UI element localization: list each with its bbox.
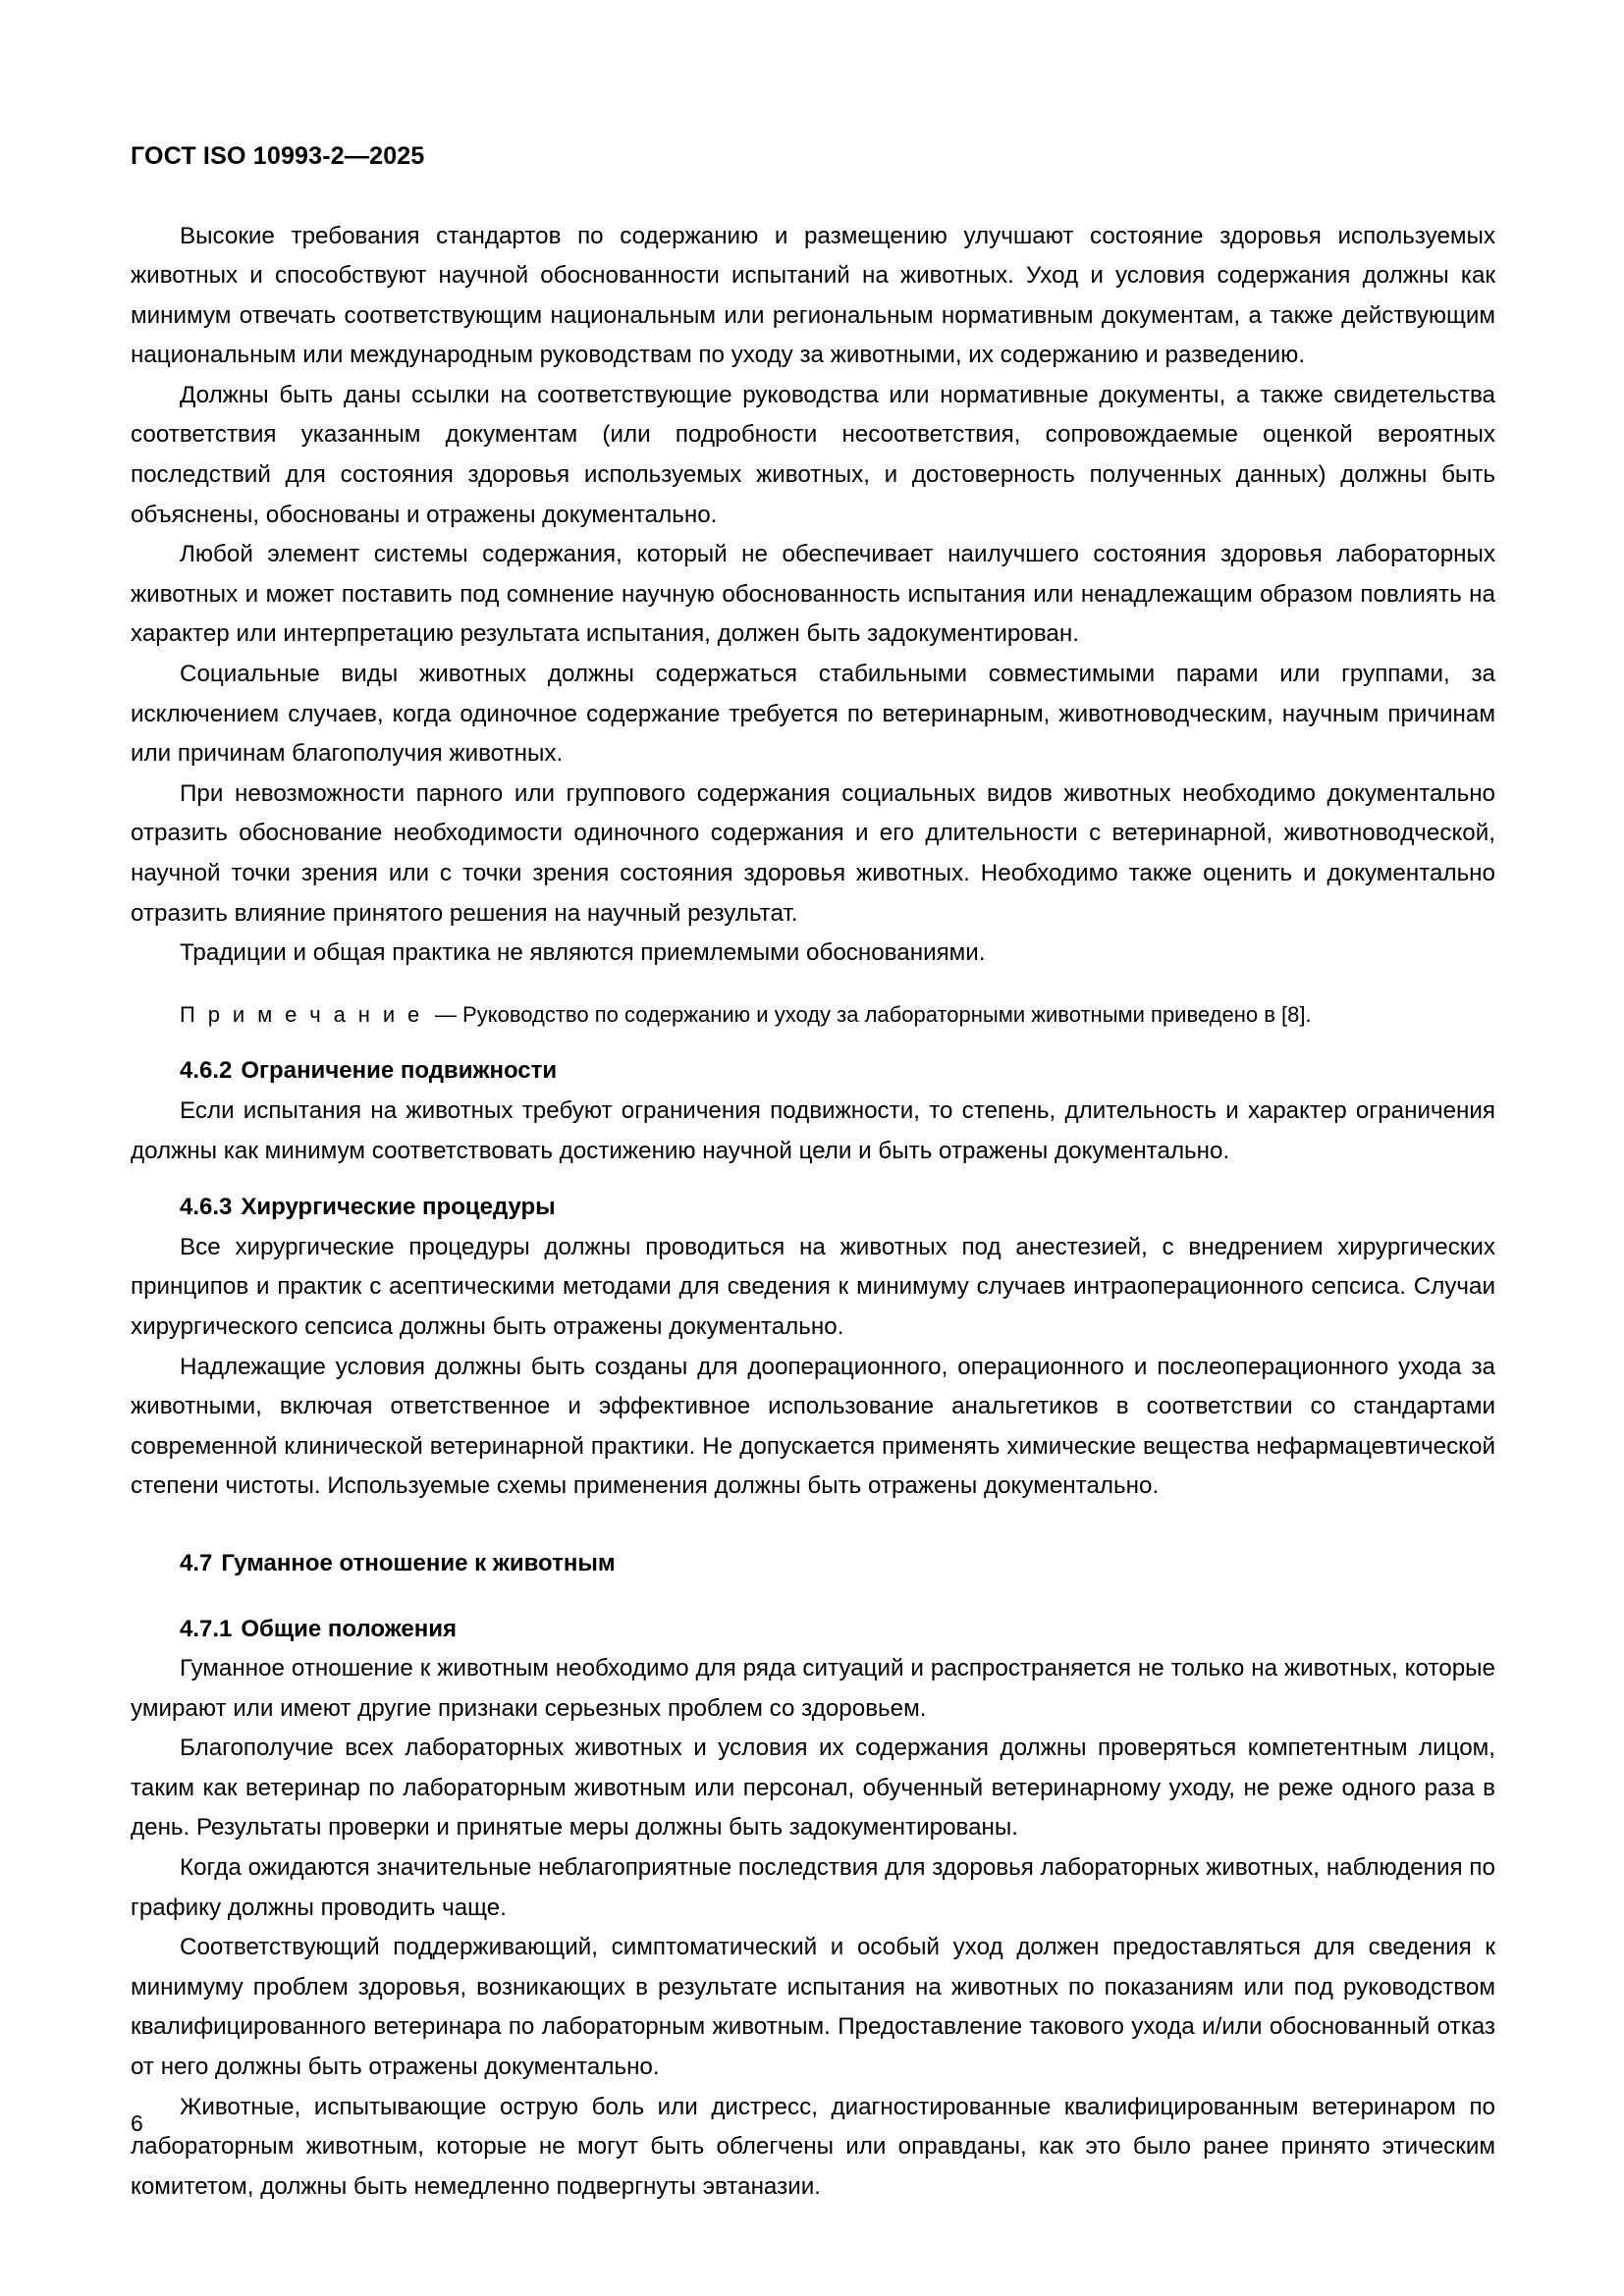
paragraph-4-6-3-body-1: Все хирургические процедуры должны проводиться на животных под анестезией, с внедрением хирургических принципов и практик с асептическими методами для сведения к минимуму случаев интраоперационного сепсиса. Случаи хирургического сепсиса должны быть отражены документально. <box>131 1233 1495 1340</box>
heading-4-6-2-number: 4.6.2 <box>180 1057 233 1085</box>
heading-4-7-1-title: Общие положения <box>241 1615 458 1642</box>
note-block <box>131 995 1495 1036</box>
paragraph-4-7-1-body-4: Соответствующий поддерживающий, симптоматический и особый уход должен предоставляться для сведения к минимуму проблем здоровья, возникающих в результате испытания на животных по показаниям или под руководством квалифицированного ветеринара по лабораторным животным. Предоставление такового ухода и/или обоснованный отказ от него должны быть отражены документально. <box>131 1934 1495 2081</box>
document-body <box>131 217 1495 2208</box>
paragraph-traditions: Традиции и общая практика не являются приемлемыми обоснованиями. <box>180 939 986 967</box>
heading-4-6-3 <box>131 1188 1495 1228</box>
paragraph-4-7-1-body-1: Гуманное отношение к животным необходимо для ряда ситуаций и распространяется не только на животных, которые умирают или имеют другие признаки серьезных проблем со здоровьем. <box>131 1655 1495 1722</box>
heading-4-7-title: Гуманное отношение к животным <box>221 1549 616 1576</box>
page-content <box>131 143 1495 2207</box>
paragraph-4-6-3-body-2: Надлежащие условия должны быть созданы для дооперационного, операционного и послеоперационного ухода за животными, включая ответственное и эффективное использование анальгетиков в соответствии со стандартами современной клинической ветеринарной практики. Не допускается применять химические вещества нефармацевтической степени чистоты. Используемые схемы применения должны быть отражены документально. <box>131 1353 1495 1500</box>
heading-4-6-2 <box>131 1051 1495 1092</box>
paragraph-4-7-1-body-5: Животные, испытывающие острую боль или дистресс, диагностированные квалифицированным ветеринаром по лабораторным животным, которые не могут быть облегчены или оправданы, как это было ранее принято этическим комитетом, должны быть немедленно подвергнуты эвтаназии. <box>131 2093 1495 2200</box>
heading-4-7-1-number: 4.7.1 <box>180 1615 233 1642</box>
paragraph-social-species: Социальные виды животных должны содержаться стабильными совместимыми парами или группами, за исключением случаев, когда одиночное содержание требуется по ветеринарным, животноводческим, научным причинам или причинам благополучия животных. <box>131 661 1495 768</box>
heading-4-6-3-title: Хирургические процедуры <box>241 1194 556 1221</box>
page-number: 6 <box>131 2110 143 2136</box>
paragraph-4-6-2-body: Если испытания на животных требуют ограничения подвижности, то степень, длительность и характер ограничения должны как минимум соответствовать достижению научной цели и быть отражены документально. <box>131 1096 1495 1164</box>
document-header-standard-number: ГОСТ ISO 10993-2—2025 <box>131 142 425 170</box>
heading-4-7-1 <box>131 1610 1495 1650</box>
heading-4-7 <box>131 1544 1495 1584</box>
note-text: Руководство по содержанию и уходу за лабораторными животными приведено в [8]. <box>462 1001 1312 1027</box>
paragraph-4-7-1-body-3: Когда ожидаются значительные неблагоприятные последствия для здоровья лабораторных животных, наблюдения по графику должны проводить чаще. <box>131 1854 1495 1921</box>
paragraph-single-housing: При невозможности парного или группового содержания социальных видов животных необходимо документально отразить обоснование необходимости одиночного содержания и его длительности с ветеринарной, животноводческой, научной точки зрения или с точки зрения состояния здоровья животных. Необходимо также оценить и документально отразить влияние принятого решения на научный результат. <box>131 779 1495 927</box>
note-label: П р и м е ч а н и е <box>180 1001 423 1027</box>
paragraph-4-7-1-body-2: Благополучие всех лабораторных животных и условия их содержания должны проверяться компетентным лицом, таким как ветеринар по лабораторным животным или персонал, обученный ветеринарному уходу, не реже одного раза в день. Результаты проверки и принятые меры должны быть задокументированы. <box>131 1735 1495 1842</box>
paragraph-housing-element: Любой элемент системы содержания, который не обеспечивает наилучшего состояния здоровья лабораторных животных и может поставить под сомнение научную обоснованность испытания или ненадлежащим образом повлиять на характер или интерпретацию результата испытания, должен быть задокументирован. <box>131 541 1495 648</box>
paragraph-references: Должны быть даны ссылки на соответствующие руководства или нормативные документы, а также свидетельства соответствия указанным документам (или подробности несоответствия, сопровождаемые оценкой вероятных последствий для состояния здоровья используемых животных, и достоверность полученных данных) должны быть объяснены, обоснованы и отражены документально. <box>131 381 1495 528</box>
paragraph-high-standards: Высокие требования стандартов по содержанию и размещению улучшают состояние здоровья используемых животных и способствуют научной обоснованности испытаний на животных. Уход и условия содержания должны как минимум отвечать соответствующим национальным или региональным нормативным документам, а также действующим национальным или международным руководствам по уходу за животными, их содержанию и разведению. <box>131 222 1495 369</box>
note-dash: — <box>434 1001 457 1027</box>
heading-4-6-3-number: 4.6.3 <box>180 1194 233 1221</box>
heading-4-7-number: 4.7 <box>180 1549 213 1576</box>
heading-4-6-2-title: Ограничение подвижности <box>241 1057 558 1085</box>
